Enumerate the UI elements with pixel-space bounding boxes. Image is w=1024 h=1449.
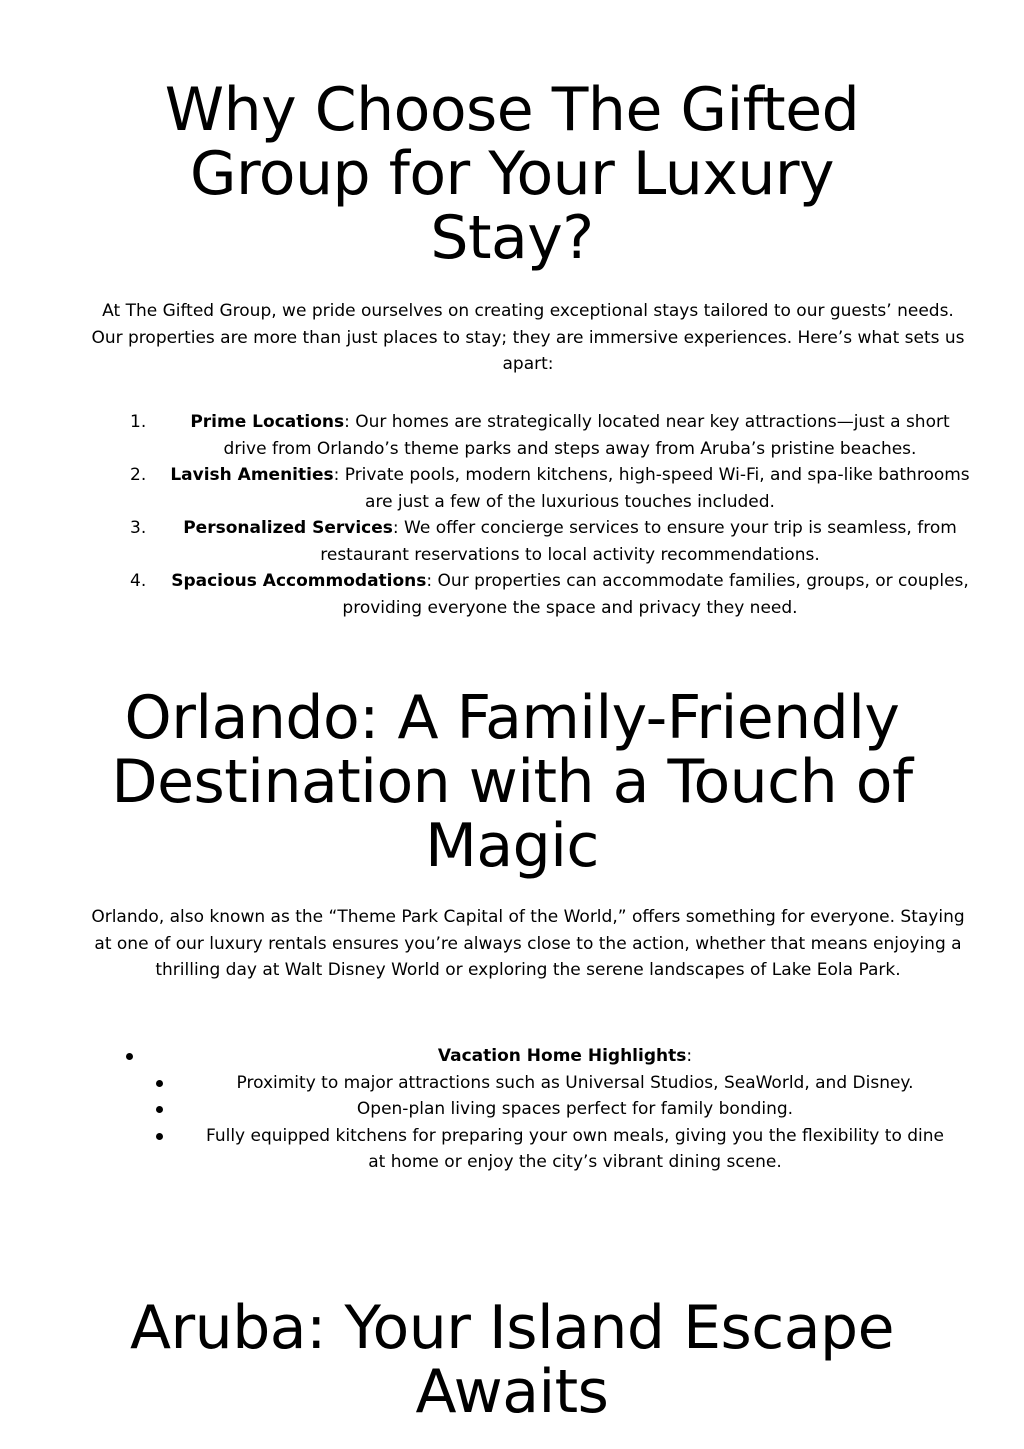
feature-title: Lavish Amenities (170, 465, 334, 485)
feature-text: : Our properties can accommodate families, groups, or couples, providing everyone the space and privacy they need. (342, 571, 969, 618)
highlights-heading (120, 1043, 970, 1070)
feature-text: : We offer concierge services to ensure your trip is seamless, from restaurant reservations to local activity recommendations. (320, 518, 957, 565)
bullet-icon (156, 1080, 163, 1087)
feature-item (130, 462, 970, 515)
highlight-text: Open-plan living spaces perfect for family bonding. (356, 1099, 794, 1119)
feature-text: : Our homes are strategically located near key attractions—just a short drive from Orlando’s theme parks and steps away from Aruba’s pristine beaches. (223, 412, 950, 459)
feature-title: Personalized Services (183, 518, 393, 538)
feature-item (130, 568, 970, 621)
bullet-icon (156, 1106, 163, 1113)
highlight-text: Proximity to major attractions such as Universal Studios, SeaWorld, and Disney. (236, 1072, 914, 1093)
feature-item (130, 409, 970, 462)
feature-number: 2. (130, 465, 147, 485)
highlight-text: Fully equipped kitchens for preparing your own meals, giving you the flexibility to dine at home or enjoy the city’s vibrant dining scene. (205, 1125, 944, 1172)
bullet-icon (156, 1133, 163, 1140)
why-choose-intro: At The Gifted Group, we pride ourselves on creating exceptional stays tailored to our guests’ needs. Our properties are more than just places to stay; they are immersive experiences. Here’s what sets us apart: (91, 301, 965, 374)
orlando-intro: Orlando, also known as the “Theme Park Capital of the World,” offers something for everyone. Staying at one of our luxury rentals ensures you’re always close to the action, whether that means enjoying a thrilling day at Walt Disney World or exploring the serene landscapes of Lake Eola Park. (91, 907, 965, 980)
feature-title: Spacious Accommodations (171, 571, 427, 591)
highlight-item (120, 1070, 970, 1097)
aruba-heading: Aruba: Your Island Escape Awaits (129, 1293, 895, 1427)
highlights-title: Vacation Home Highlights (437, 1046, 687, 1066)
orlando-heading: Orlando: A Family-Friendly Destination with a Touch of Magic (111, 683, 913, 881)
feature-title: Prime Locations (190, 412, 345, 432)
highlights-colon: : (686, 1046, 693, 1066)
feature-number: 4. (130, 571, 147, 591)
highlight-item (120, 1096, 970, 1123)
feature-text: : Private pools, modern kitchens, high-speed Wi-Fi, and spa-like bathrooms are just a few of the luxurious touches included. (333, 465, 970, 512)
feature-number: 1. (130, 412, 147, 432)
feature-number: 3. (130, 518, 147, 538)
feature-item (130, 515, 970, 568)
highlights-sublist (120, 1070, 970, 1176)
highlight-item (120, 1123, 970, 1176)
why-choose-heading: Why Choose The Gifted Group for Your Luxury Stay? (164, 75, 860, 273)
highlights-list (120, 1043, 970, 1176)
bullet-icon (126, 1053, 133, 1060)
features-list (130, 409, 970, 621)
